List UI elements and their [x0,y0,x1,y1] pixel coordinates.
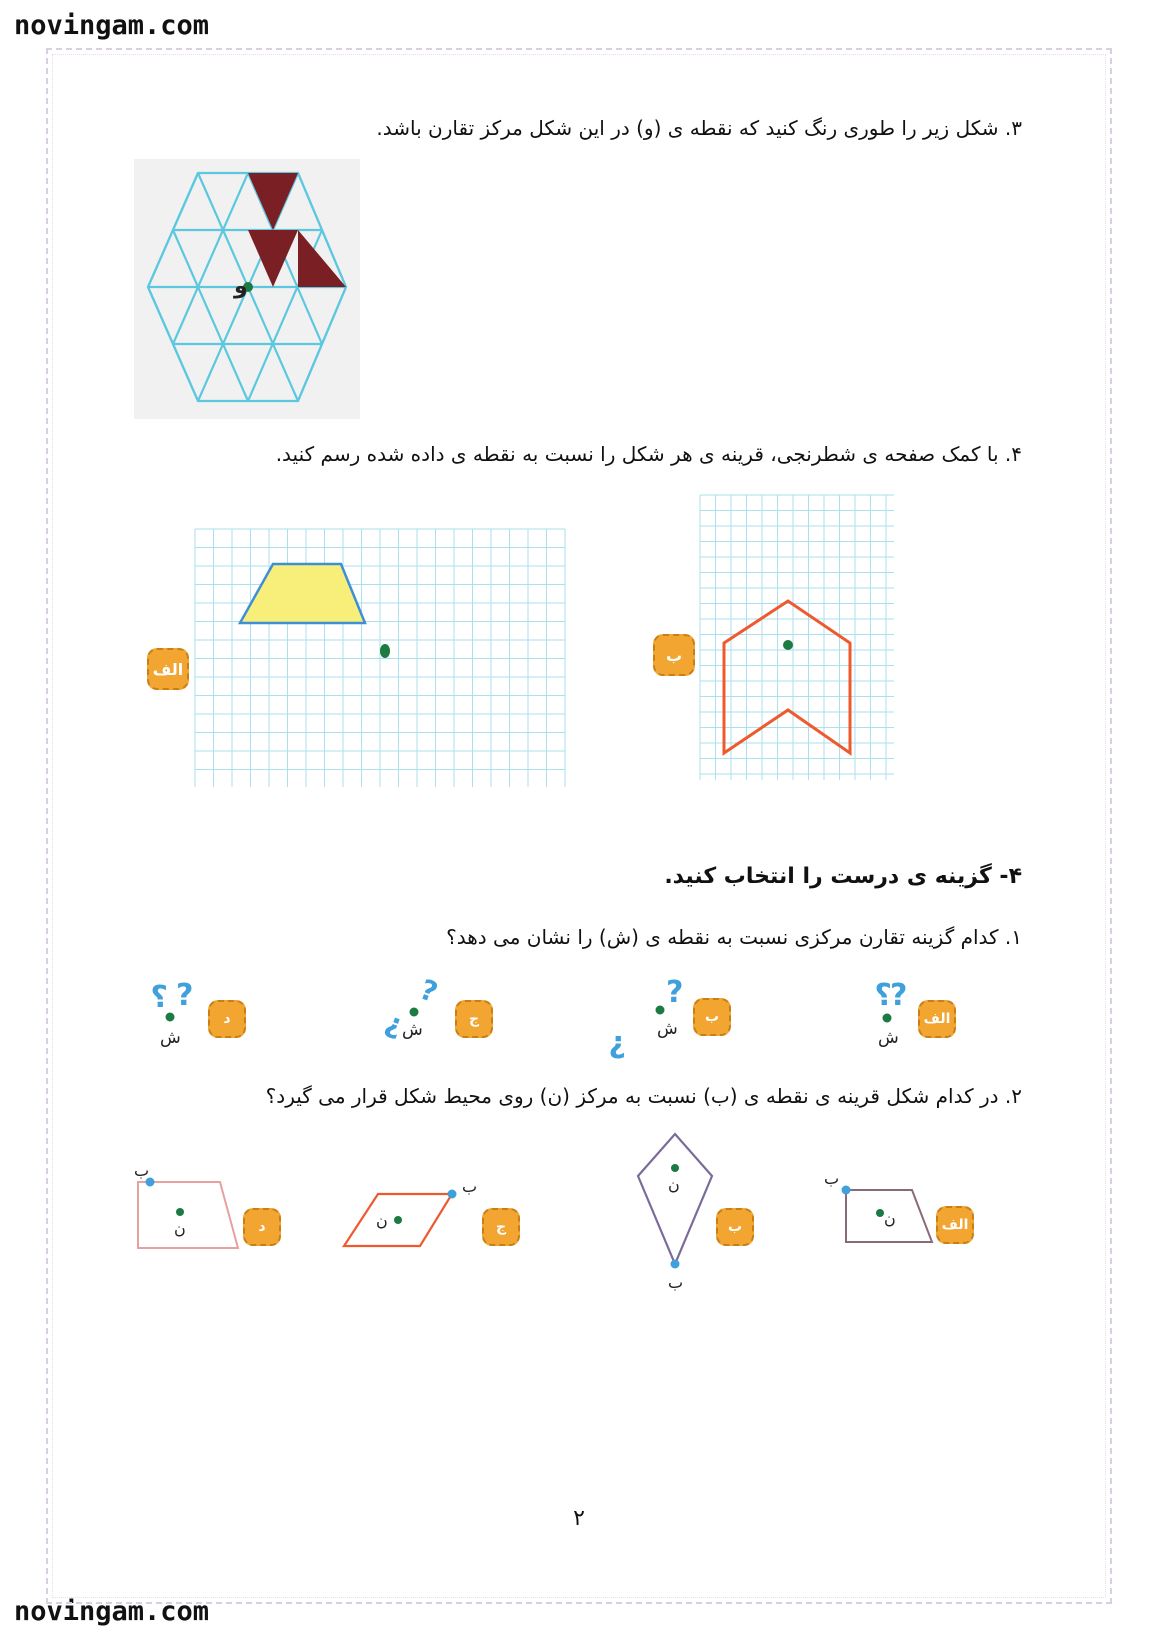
svg-text:ش: ش [160,1028,181,1048]
mc1-choice-jim[interactable]: ج [455,1000,493,1038]
svg-text:ن: ن [668,1175,680,1194]
svg-text:?: ? [608,1028,626,1063]
grid-figure-be [700,495,894,780]
mc1-choice-be[interactable]: ب [693,998,731,1036]
trapezoid-shape [240,564,365,623]
question-3-text: ۳. شکل زیر را طوری رنگ کنید که نقطه ی (و) در این شکل مرکز تقارن باشد. [376,116,1022,140]
svg-text:ش: ش [402,1020,423,1040]
svg-text:ب: ب [824,1169,840,1188]
svg-text:?: ? [890,978,908,1013]
choice-badge-alef-q4: الف [147,648,189,690]
mc2-option-dal-figure [130,1160,245,1255]
mc1-option-alef-figure [858,975,918,1050]
mc2-option-alef-figure [818,1168,940,1248]
mc1-choice-alef[interactable]: الف [918,1000,956,1038]
grid-figure-alef [195,529,565,787]
svg-text:?: ? [176,978,194,1013]
svg-text:ب: ب [462,1177,478,1196]
svg-text:ن: ن [884,1209,896,1228]
choice-badge-be-q4: ب [653,634,695,676]
square-grid-a [195,529,565,787]
svg-text:?: ? [874,978,892,1013]
svg-text:?: ? [150,980,168,1015]
mc2-choice-alef[interactable]: الف [936,1206,974,1244]
chevron-shape [724,601,850,753]
mc-question-1-text: ۱. کدام گزینه تقارن مرکزی نسبت به نقطه ی (ش) را نشان می دهد؟ [446,925,1022,949]
svg-text:ش: ش [878,1028,899,1048]
square-grid-b [700,495,894,780]
mc-question-2-text: ۲. در کدام شکل قرینه ی نقطه ی (ب) نسبت به مرکز (ن) روی محیط شکل قرار می گیرد؟ [265,1084,1022,1108]
svg-text:ش: ش [657,1019,678,1039]
mc2-choice-be[interactable]: ب [716,1208,754,1246]
watermark-bottom: novingam.com [14,1596,210,1627]
hexagon-grid-figure [134,159,360,419]
svg-text:ن: ن [376,1211,388,1230]
center-point-label: و [234,274,248,299]
question-4-text: ۴. با کمک صفحه ی شطرنجی، قرینه ی هر شکل را نسبت به نقطه ی داده شده رسم کنید. [275,442,1022,466]
reflection-point-b [783,640,793,650]
svg-text:ن: ن [174,1219,186,1238]
mc2-choice-jim[interactable]: ج [482,1208,520,1246]
mc1-option-dal-figure [136,975,208,1050]
page-number: ۲ [573,1506,585,1531]
mc2-choice-dal[interactable]: د [243,1208,281,1246]
reflection-point-a [380,644,390,658]
mc1-option-be-figure [608,968,694,1063]
mc1-option-jim-figure [372,972,452,1046]
svg-text:?: ? [666,975,684,1010]
svg-text:ب: ب [668,1273,684,1292]
mc2-option-be-figure [630,1128,720,1293]
svg-text:ب: ب [134,1161,150,1180]
mc1-choice-dal[interactable]: د [208,1000,246,1038]
watermark-top: novingam.com [14,10,210,41]
svg-text:?: ? [379,1008,407,1046]
mc2-option-jim-figure [338,1172,488,1252]
section-4-title: ۴- گزینه ی درست را انتخاب کنید. [664,864,1022,889]
svg-text:?: ? [415,972,443,1010]
